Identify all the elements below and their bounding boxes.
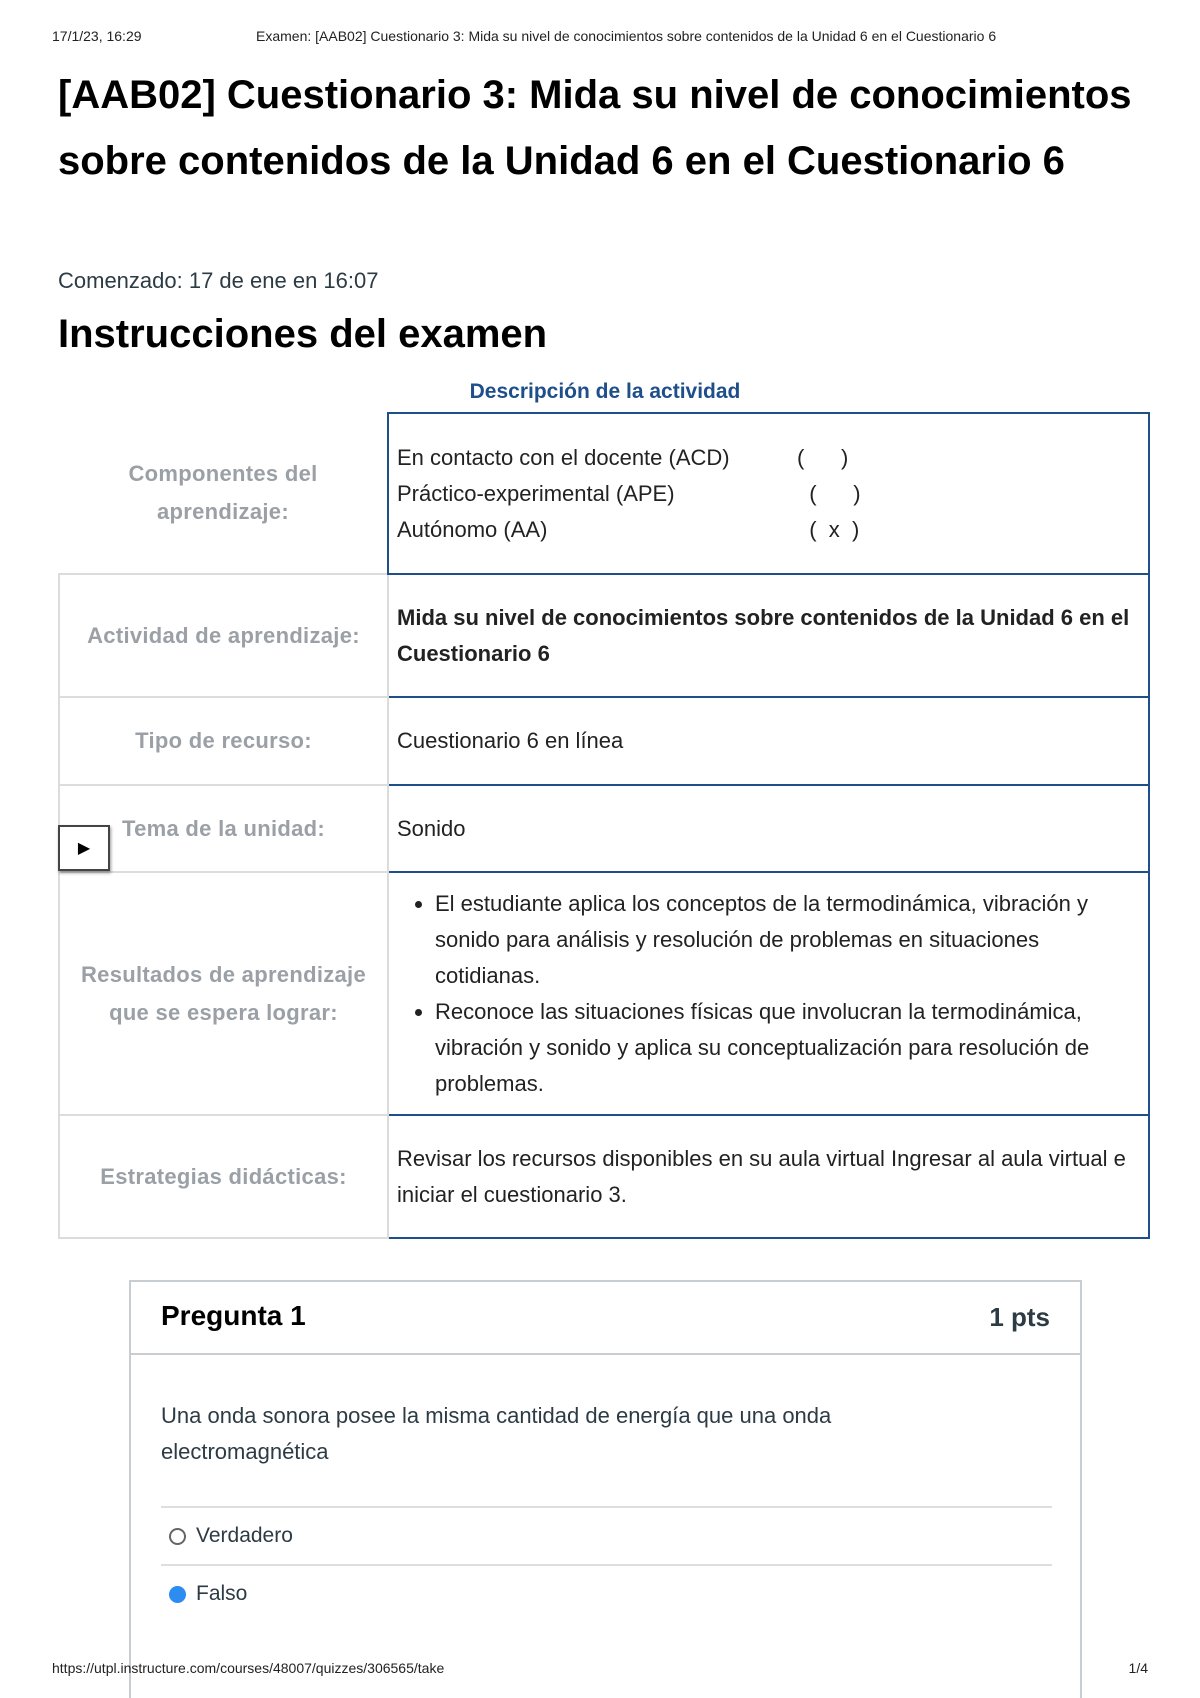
started-timestamp: Comenzado: 17 de ene en 16:07 [58, 268, 379, 293]
resource-row [59, 697, 1149, 785]
answer-option-falso[interactable] [161, 1564, 1052, 1622]
strategies-row [59, 1115, 1149, 1238]
play-button[interactable] [58, 825, 110, 871]
strategies-label: Estrategias didácticas: [59, 1115, 388, 1238]
print-document-title: Examen: [AAB02] Cuestionario 3: Mida su nivel de conocimientos sobre contenidos de la Unidad 6 en el Cuestionario 6 [256, 28, 997, 44]
question-header [131, 1282, 1080, 1355]
question-text: Una onda sonora posee la misma cantidad de energía que una onda electromagnética [161, 1403, 832, 1464]
answer-label: Falso [196, 1582, 248, 1605]
results-value [388, 872, 1149, 1115]
results-label: Resultados de aprendizaje que se espera lograr: [59, 872, 388, 1115]
page-title: [AAB02] Cuestionario 3: Mida su nivel de conocimientos sobre contenidos de la Unidad 6 en el Cuestionario 6 [58, 73, 1132, 183]
results-row [59, 872, 1149, 1115]
component-line [397, 440, 1140, 476]
resource-label: Tipo de recurso: [59, 697, 388, 785]
component-text: Práctico-experimental (APE) [397, 480, 675, 506]
activity-table-caption: Descripción de la actividad [469, 380, 741, 403]
activity-row [59, 574, 1149, 697]
topic-label: Tema de la unidad: [59, 785, 388, 872]
components-row [59, 413, 1149, 574]
answer-option-verdadero[interactable] [161, 1506, 1052, 1564]
resource-value: Cuestionario 6 en línea [388, 697, 1149, 785]
activity-description-table [58, 412, 1150, 1239]
component-text: Autónomo (AA) [397, 516, 548, 542]
answer-label: Verdadero [196, 1524, 293, 1547]
print-header [52, 28, 1148, 48]
component-line [397, 476, 1140, 512]
strategies-value: Revisar los recursos disponibles en su aula virtual Ingresar al aula virtual e iniciar el cuestionario 3. [388, 1115, 1149, 1238]
answer-list [161, 1506, 1052, 1622]
radio-button[interactable] [169, 1528, 186, 1545]
list-item: • El estudiante aplica los conceptos de la termodinámica, vibración y sonido para análisis y resolución de problemas en situaciones cotidianas. [435, 886, 1140, 994]
question-points: 1 pts [989, 1302, 1050, 1332]
components-label: Componentes del aprendizaje: [128, 461, 318, 524]
component-mark: ( x ) [797, 516, 860, 542]
component-line [397, 512, 1140, 548]
radio-button-selected[interactable] [169, 1586, 186, 1603]
activity-value: Mida su nivel de conocimientos sobre contenidos de la Unidad 6 en el Cuestionario 6 [388, 574, 1149, 697]
print-date: 17/1/23, 16:29 [52, 28, 142, 44]
print-footer [52, 1660, 1148, 1680]
question-card [129, 1280, 1082, 1698]
component-mark: ( ) [797, 480, 861, 506]
list-item: • Reconoce las situaciones físicas que involucran la termodinámica, vibración y sonido y aplica su conceptualización para resolución de problemas. [435, 994, 1140, 1102]
component-mark: ( ) [797, 444, 849, 470]
page-number: 1/4 [1128, 1660, 1148, 1676]
topic-row [59, 785, 1149, 872]
results-list [397, 886, 1140, 1102]
components-value [388, 413, 1149, 574]
component-text: En contacto con el docente (ACD) [397, 444, 730, 470]
activity-label: Actividad de aprendizaje: [59, 574, 388, 697]
topic-value: Sonido [388, 785, 1149, 872]
instructions-heading: Instrucciones del examen [58, 312, 548, 356]
play-icon: ▶ [77, 840, 91, 857]
page-url: https://utpl.instructure.com/courses/48007/quizzes/306565/take [52, 1660, 445, 1676]
question-title: Pregunta 1 [161, 1300, 306, 1331]
